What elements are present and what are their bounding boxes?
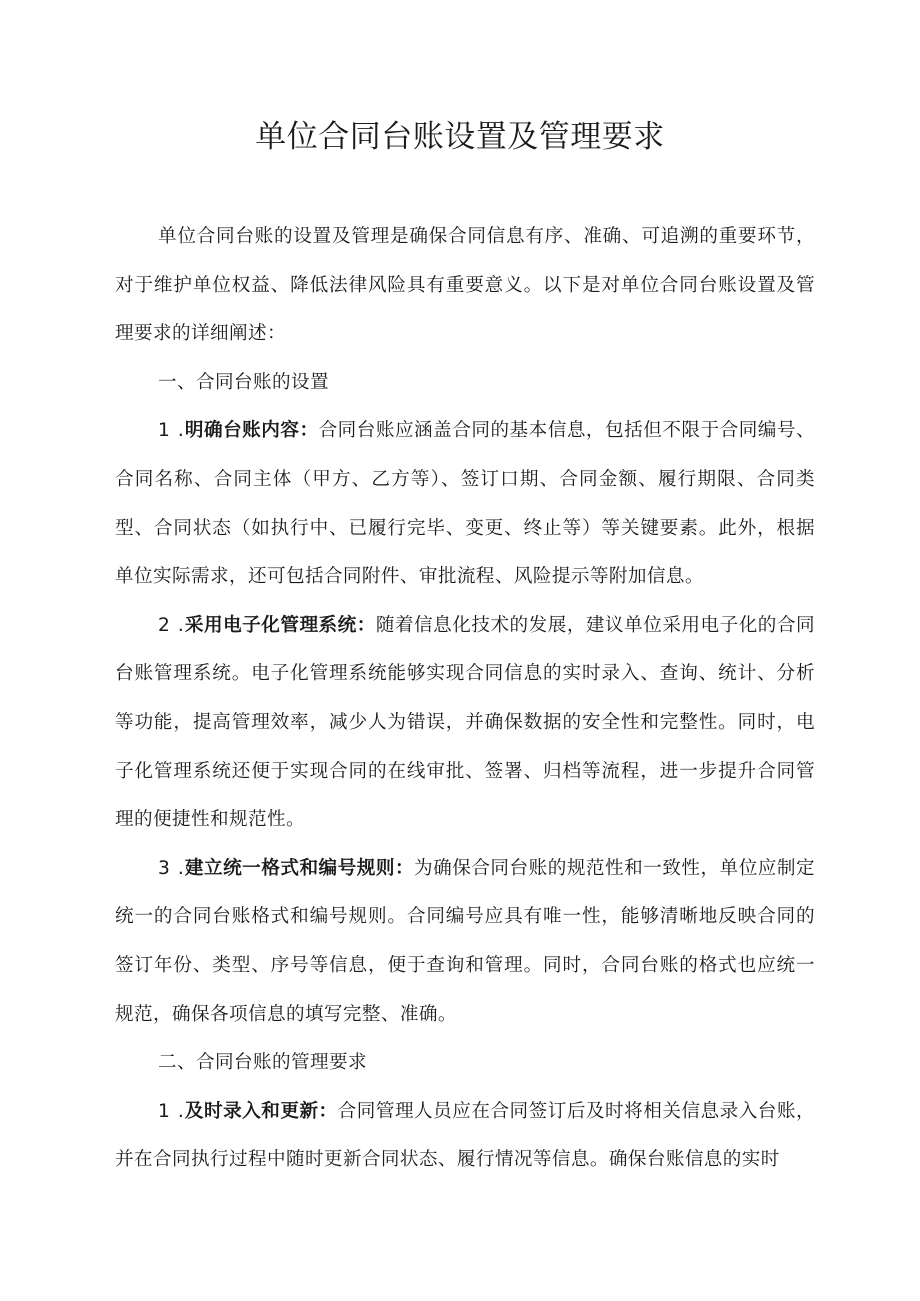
management-item-1 (115, 1088, 815, 1185)
item-text: 合同管理人员应在合同签订后及时将相关信息录入台账，并在合同执行过程中随时更新合同状态、履行情况等信息。确保台账信息的实时 (115, 1100, 815, 1171)
item-text: 合同台账应涵盖合同的基本信息，包括但不限于合同编号、合同名称、合同主体（甲方、乙方等）、签订口期、合同金额、履行期限、合同类型、合同状态（如执行中、已履行完毕、变更、终止等）等关键要素。此外，根据单位实际需求，还可包括合同附件、审批流程、风险提示等附加信息。 (115, 420, 815, 588)
document-body (115, 213, 815, 1185)
intro-paragraph: 单位合同台账的设置及管理是确保合同信息有序、准确、可追溯的重要环节，对于维护单位权益、降低法律风险具有重要意义。以下是对单位合同台账设置及管理要求的详细阐述： (115, 226, 815, 345)
document-title: 单位合同台账设置及管理要求 (255, 119, 665, 155)
section-heading-management: 二、合同台账的管理要求 (158, 1052, 367, 1074)
setup-item-2 (115, 602, 815, 845)
item-keyword: 采用电子化管理系统： (184, 614, 376, 636)
item-number: 1 . (158, 1100, 185, 1122)
item-keyword: 及时录入和更新： (184, 1100, 338, 1122)
item-text: 随着信息化技术的发展，建议单位采用电子化的合同台账管理系统。电子化管理系统能够实现合同信息的实时录入、查询、统计、分析等功能，提高管理效率，减少人为错误，并确保数据的安全性和完整性。同时，电子化管理系统还便于实现合同的在线审批、签署、归档等流程，进一步提升合同管理的便捷性和规范性。 (115, 614, 816, 831)
setup-item-1 (115, 407, 815, 601)
setup-item-3 (115, 845, 815, 1039)
item-number: 2 . (158, 614, 185, 636)
item-number: 3 . (158, 857, 185, 879)
section-heading-setup: 一、合同台账的设置 (158, 371, 329, 393)
item-number: 1 . (158, 420, 185, 442)
item-keyword: 明确台账内容： (184, 420, 319, 442)
item-keyword: 建立统一格式和编号规则： (184, 857, 415, 879)
item-text: 为确保合同台账的规范性和一致性，单位应制定统一的合同台账格式和编号规则。合同编号应具有唯一性，能够清晰地反映合同的签订年份、类型、序号等信息，便于查询和管理。同时，合同台账的格式也应统一规范，确保各项信息的填写完整、准确。 (115, 857, 815, 1025)
